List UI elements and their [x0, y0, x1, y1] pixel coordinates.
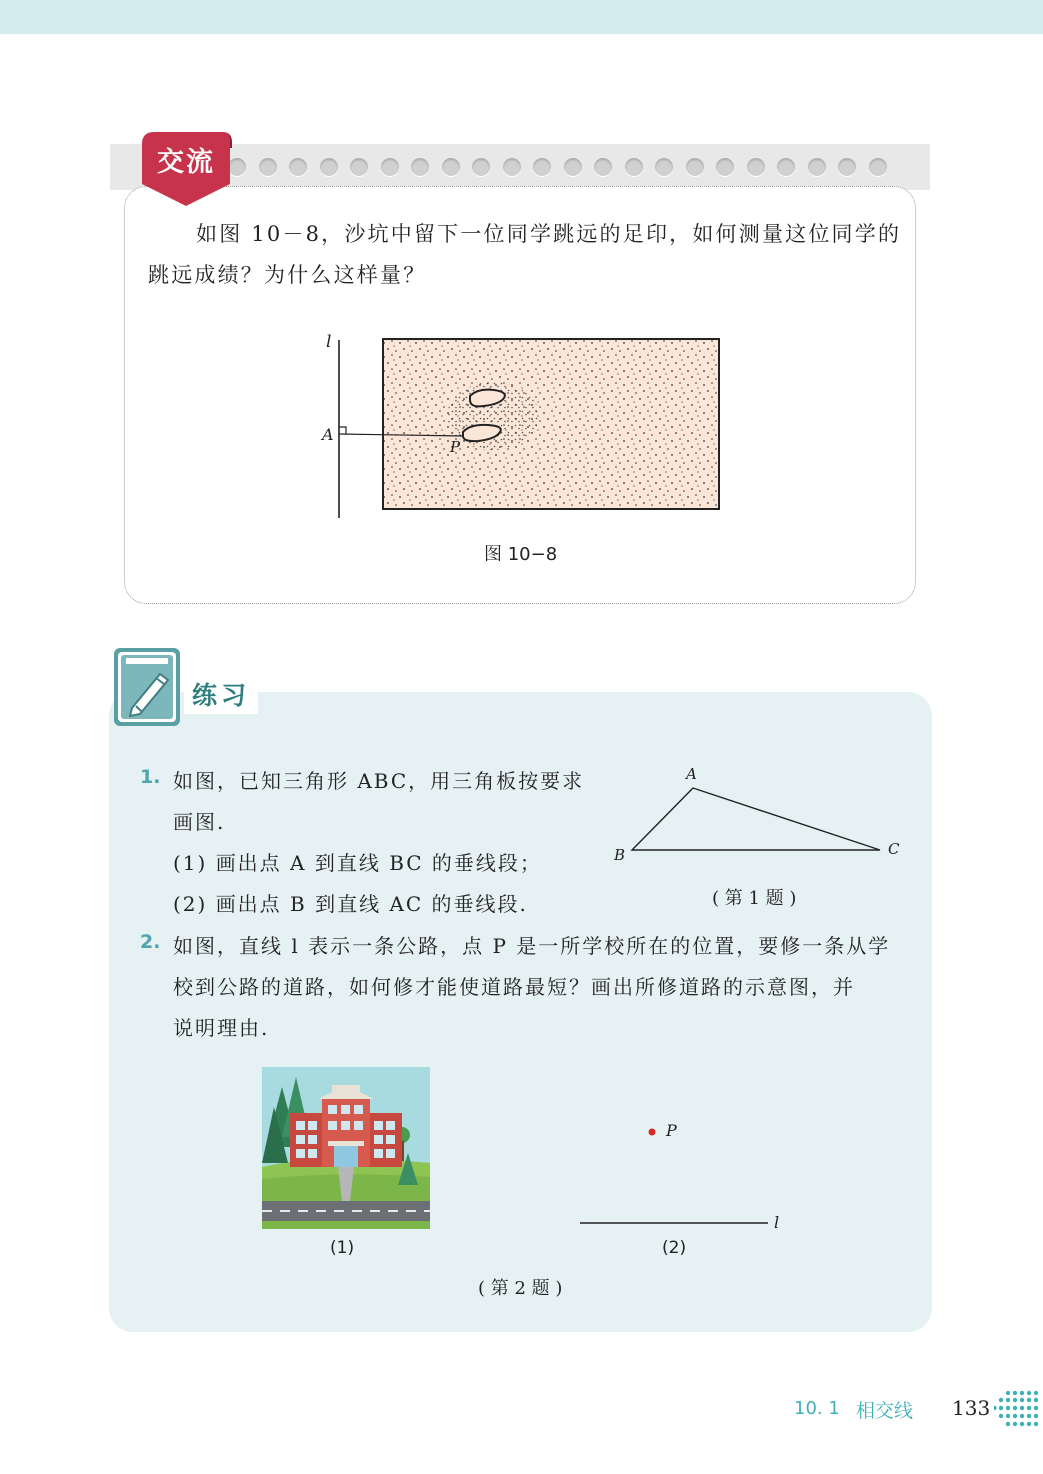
point-P	[649, 1129, 656, 1136]
label-P: P	[450, 438, 461, 456]
q2-line-3: 说明理由.	[173, 1016, 270, 1040]
q1-line-1: 如图，已知三角形 ABC，用三角板按要求	[173, 769, 585, 793]
binder-ring-icon	[625, 158, 643, 176]
figure-10-8-caption: 图 10−8	[484, 544, 558, 565]
practice-title: 练习	[192, 681, 251, 710]
discussion-paragraph: 如图 10－8，沙坑中留下一位同学跳远的足印，如何测量这位同学的跳远成绩？为什么这样量？	[148, 222, 902, 287]
school-illustration	[262, 1067, 430, 1229]
label-A: A	[322, 425, 334, 444]
dot-grid-icon	[994, 1388, 1042, 1430]
label-B: B	[614, 846, 626, 864]
binder-ring-icon	[503, 158, 521, 176]
label-P: P	[666, 1121, 677, 1140]
binder-rings	[228, 158, 887, 178]
binder-ring-icon	[716, 158, 734, 176]
q1-line-2: 画图.	[173, 810, 226, 834]
label-A: A	[686, 765, 697, 783]
binder-ring-icon	[289, 158, 307, 176]
q2-line-1: 如图，直线 l 表示一条公路，点 P 是一所学校所在的位置，要修一条从学	[173, 934, 891, 958]
binder-ring-icon	[259, 158, 277, 176]
discussion-tag-label: 交流	[157, 147, 215, 178]
binder-ring-icon	[381, 158, 399, 176]
binder-ring-icon	[411, 158, 429, 176]
discussion-tag	[138, 132, 234, 210]
q2-sub1-caption: (1)	[330, 1238, 355, 1258]
binder-ring-icon	[533, 158, 551, 176]
footer-section-number: 10. 1	[794, 1398, 840, 1419]
binder-ring-icon	[320, 158, 338, 176]
q1-caption: ( 第 1 题 )	[712, 888, 797, 909]
page-number: 133	[952, 1396, 991, 1420]
q2-caption: ( 第 2 题 )	[478, 1278, 563, 1299]
q1-number: 1.	[140, 766, 161, 788]
q1-line-4: (2) 画出点 B 到直线 AC 的垂线段.	[173, 892, 528, 916]
label-C: C	[888, 840, 900, 858]
q2-sub2-caption: (2)	[662, 1238, 687, 1258]
q2-line-2: 校到公路的道路，如何修才能使道路最短？画出所修道路的示意图，并	[173, 975, 855, 999]
binder-ring-icon	[564, 158, 582, 176]
top-band	[0, 0, 1043, 34]
binder-ring-icon	[777, 158, 795, 176]
right-angle-mark	[339, 427, 346, 434]
pencil-notebook-icon	[112, 644, 186, 728]
binder-ring-icon	[747, 158, 765, 176]
footer-section-title: 相交线	[856, 1400, 914, 1422]
binder-ring-icon	[808, 158, 826, 176]
binder-ring-icon	[869, 158, 887, 176]
q2-number: 2.	[140, 931, 161, 953]
label-l: l	[326, 332, 332, 352]
triangle-abc-figure	[610, 760, 910, 870]
binder-ring-icon	[655, 158, 673, 176]
figure-10-8	[318, 326, 728, 526]
binder-ring-icon	[686, 158, 704, 176]
binder-ring-icon	[350, 158, 368, 176]
binder-ring-icon	[838, 158, 856, 176]
sand-texture	[383, 339, 719, 509]
triangle-abc	[632, 788, 880, 850]
q1-line-3: (1) 画出点 A 到直线 BC 的垂线段；	[173, 851, 542, 875]
binder-ring-icon	[472, 158, 490, 176]
binder-ring-icon	[442, 158, 460, 176]
label-l: l	[774, 1213, 780, 1232]
binder-ring-icon	[594, 158, 612, 176]
point-and-line-figure	[570, 1110, 790, 1240]
